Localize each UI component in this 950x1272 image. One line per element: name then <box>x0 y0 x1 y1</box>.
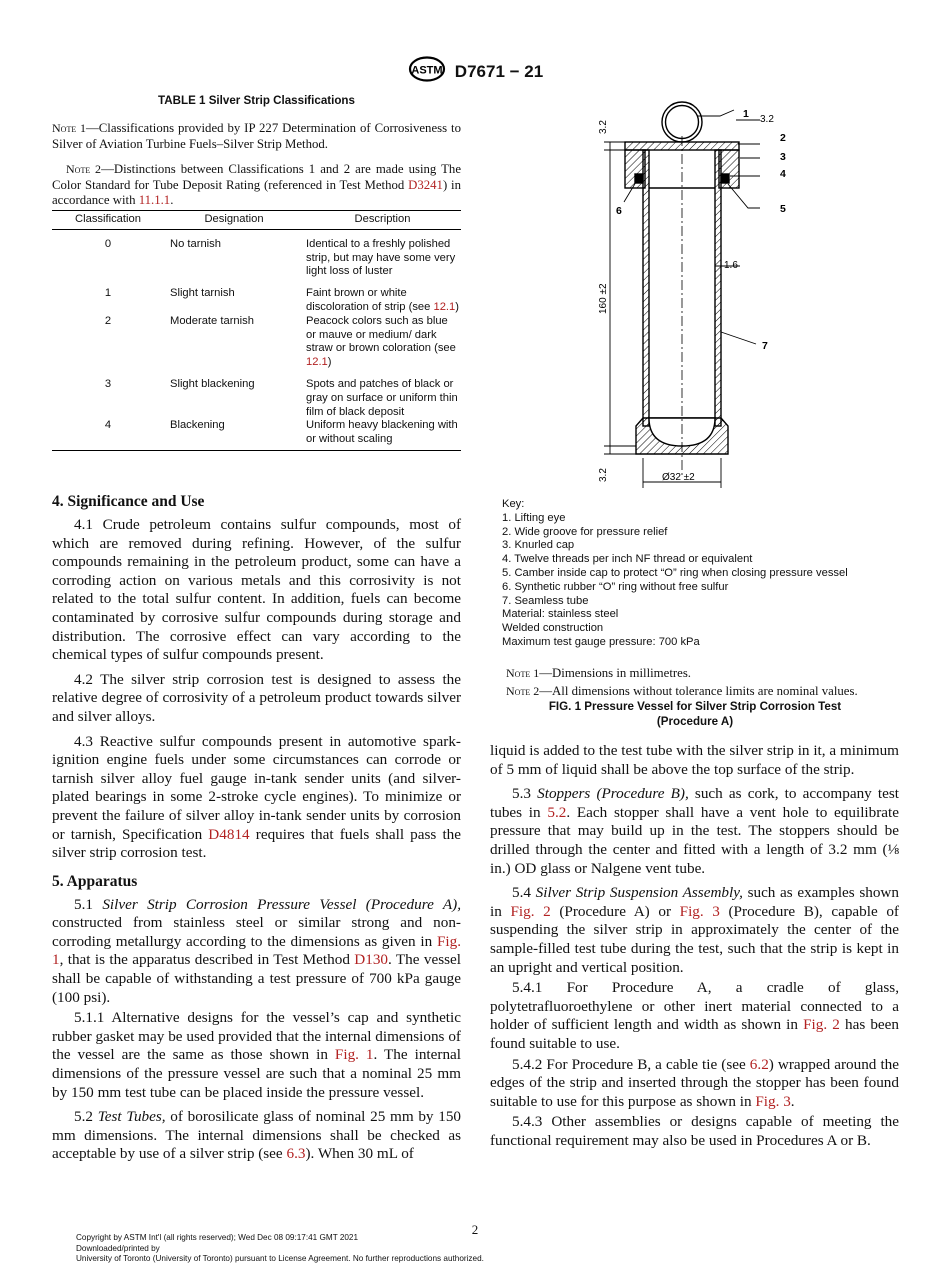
figure-key: Key: 1. Lifting eye 2. Wide groove for pressure relief 3. Knurled cap 4. Twelve threads per inch NF thread or equivalent 5. Camber inside cap to protect “O” ring when closing pressure vessel 6. Synthetic rubber “O” ring without free sulfur 7. Seamless tube Material: stainless steel Welded construction Maximum test gauge pressure: 700 kPa <box>502 498 922 650</box>
ref-11-1-1-link[interactable]: 11.1.1 <box>138 193 171 208</box>
left-column <box>52 493 461 1164</box>
col-header-designation: Designation <box>164 211 304 230</box>
dim-label: Ø32 ±2 <box>662 472 695 483</box>
list-item: Material: stainless steel <box>502 608 619 621</box>
dim-label: 160 ±2 <box>598 283 609 314</box>
pressure-vessel-figure <box>580 96 800 492</box>
figure-caption: FIG. 1 Pressure Vessel for Silver Strip Corrosion Test (Procedure A) <box>548 700 842 728</box>
callout-label: 5 <box>780 203 786 215</box>
paragraph-5-4-2: 5.4.2 For Procedure B, a cable tie (see 6.2) wrapped around the edges of the strip and inserted through the stopper has been found suitable to use for this purpose as shown in Fig. 3. <box>490 1055 900 1110</box>
callout-label: 4 <box>780 168 786 180</box>
ref-5-2-link[interactable]: 5.2 <box>547 803 567 821</box>
table-row: 4 Blackening Uniform heavy blackening with or without scaling <box>52 419 461 450</box>
page-number: 2 <box>471 1222 479 1237</box>
astm-logo <box>407 56 447 87</box>
copyright-footer: Copyright by ASTM Int'l (all rights reserved); Wed Dec 08 09:17:41 GMT 2021 Downloaded/printed by University of Toronto (University of Toronto) pursuant to License Agreement. No further reproductions authorized. <box>76 1233 484 1264</box>
callout-label: 2 <box>780 132 786 144</box>
ref-12-1-link[interactable]: 12.1 <box>433 300 456 313</box>
callout-label: 3 <box>780 151 786 163</box>
list-item: 1. Lifting eye <box>502 511 566 524</box>
ref-fig1-link[interactable]: Fig. 1 <box>334 1046 374 1064</box>
page-header <box>0 56 950 87</box>
ref-6-3-link[interactable]: 6.3 <box>286 1145 306 1163</box>
ref-fig3-link[interactable]: Fig. 3 <box>679 902 720 920</box>
section-5-heading: 5. Apparatus <box>52 872 138 890</box>
tube-wall-right <box>715 150 721 426</box>
figure-note-2: Note 2—All dimensions without tolerance limits are nominal values. <box>506 684 858 698</box>
classification-table <box>52 210 461 451</box>
table-row: 3 Slight blackening Spots and patches of black or gray on surface or uniform thin film of black deposit <box>104 377 458 418</box>
callout-label: 1 <box>743 108 749 120</box>
dim-label: 3.2 <box>598 120 609 134</box>
section-4-heading: 4. Significance and Use <box>52 493 205 510</box>
paragraph-4-2: 4.2 The silver strip corrosion test is designed to assess the relative degree of corrosivity of a petroleum product towards silver and silver alloys. <box>52 670 461 725</box>
table-row: 1 Slight tarnish Faint brown or white discoloration of strip (see 12.1) <box>104 287 459 313</box>
right-column <box>490 742 899 1150</box>
ref-fig1-link[interactable]: Fig. 1 <box>52 932 461 969</box>
list-item: Welded construction <box>502 622 604 635</box>
paragraph-5-4: 5.4 Silver Strip Suspension Assembly, such as examples shown in Fig. 2 (Procedure A) or Fig. 3 (Procedure B), capable of suspending the silver strip in approximately the center of the sample-filled test tube during the test, such that the strip is kept in an upright and vertical position. <box>490 884 899 976</box>
ref-6-2-link[interactable]: 6.2 <box>749 1055 769 1073</box>
paragraph-5-2: 5.2 Test Tubes, of borosilicate glass of nominal 25 mm by 150 mm dimensions. The internal dimensions shall be checked as acceptable by use of a silver strip (see 6.3). When 30 mL of <box>52 1108 462 1163</box>
table-row: 2 Moderate tarnish Peacock colors such as blue or mauve or medium/ dark straw or brown coloration (see 12.1) <box>104 314 456 369</box>
paragraph-5-4-1: 5.4.1 For Procedure A, a cradle of glass, polytetrafluoroethylene or other inert material connected to a holder of sufficient length and width as shown in Fig. 2 has been found suitable to use. <box>490 979 900 1052</box>
tube-wall-left <box>643 150 649 426</box>
paragraph-5-4-3: 5.4.3 Other assemblies or designs capable of meeting the functional requirement may also be used in Procedures A or B. <box>490 1113 899 1149</box>
list-item: 2. Wide groove for pressure relief <box>502 525 668 538</box>
document-designation: D7671 − 21 <box>454 61 544 81</box>
ref-fig3-link[interactable]: Fig. 3 <box>755 1092 791 1110</box>
table-caption: TABLE 1 Silver Strip Classifications <box>158 94 355 107</box>
list-item: 4. Twelve threads per inch NF thread or equivalent <box>502 553 753 566</box>
ref-fig2-link[interactable]: Fig. 2 <box>510 902 551 920</box>
paragraph-5-2-continued: liquid is added to the test tube with the silver strip in it, a minimum of 5 mm of liquid shall be above the top surface of the strip. <box>490 742 899 778</box>
list-item: Maximum test gauge pressure: 700 kPa <box>502 635 700 648</box>
dim-label: 3.2 <box>760 114 774 125</box>
ref-fig2-link[interactable]: Fig. 2 <box>803 1016 840 1034</box>
paragraph-5-3: 5.3 Stoppers (Procedure B), such as cork, to accompany test tubes in 5.2. Each stopper shall have a vent hole to equilibrate pressure that may build up in the test. The stoppers should be drilled through the center and fitted with a length of 3.2 mm (⅛ in.) OD glass or Nalgene vent tube. <box>490 785 899 877</box>
figure-note-1: Note 1—Dimensions in millimetres. <box>506 666 691 680</box>
ref-12-1-link[interactable]: 12.1 <box>306 356 328 369</box>
callout-label: 6 <box>616 205 622 217</box>
ref-d130-link[interactable]: D130 <box>354 951 389 969</box>
callout-label: 7 <box>762 340 768 352</box>
svg-text:ASTM: ASTM <box>411 64 443 77</box>
table-note-2: Note 2—Distinctions between Classifications 1 and 2 are made using The Color Standard for Tube Deposit Rating (referenced in Test Method D3241) in accordance with 11.1.1. <box>52 162 462 208</box>
dim-label: 1.6 <box>724 260 738 271</box>
table-note-1: Note 1—Classifications provided by IP 227 Determination of Corrosiveness to Silver of Aviation Turbine Fuels–Silver Strip Method. <box>52 121 461 151</box>
ref-d3241-link[interactable]: D3241 <box>408 177 443 192</box>
paragraph-4-3: 4.3 Reactive sulfur compounds present in automotive spark-ignition engine fuels under some circumstances can corrode or tarnish silver alloy fuel gauge in-tank sender units (and silver-plated bearings in some 2-stroke cycle engines). To minimize or prevent the failure of silver alloy in-tank sender units by corrosion or tarnish, Specification D4814 requires that fuels shall pass the silver strip corrosion test. <box>52 732 461 862</box>
paragraph-5-1-1: 5.1.1 Alternative designs for the vessel’s cap and synthetic rubber gasket may be used provided that the internal dimensions of the vessel are the same as those shown in Fig. 1. The internal dimensions of the pressure vessel are such that a nominal 25 mm by 150 mm test tube can be placed inside the pressure vessel. <box>52 1009 461 1101</box>
list-item: 5. Camber inside cap to protect “O” ring when closing pressure vessel <box>502 566 848 579</box>
list-item: 3. Knurled cap <box>502 539 575 552</box>
dim-label: 3.2 <box>598 468 609 482</box>
col-header-description: Description <box>304 211 461 230</box>
col-header-classification: Classification <box>52 211 164 230</box>
ref-d4814-link[interactable]: D4814 <box>208 825 250 843</box>
list-item: 7. Seamless tube <box>502 594 589 607</box>
list-item: 6. Synthetic rubber “O” ring without free sulfur <box>502 580 729 593</box>
paragraph-4-1: 4.1 Crude petroleum contains sulfur compounds, most of which are removed during refining. However, of the sulfur compounds remaining in the petroleum product, some can have a corroding action on various metals and this corrosivity is not related to the total sulfur content. In addition, fuels can become contaminated by corrosive sulfur compounds during storage and distribution. The corrosive effect can vary according to the chemical types of sulfur compounds present. <box>52 516 461 664</box>
table-row: 0 No tarnish Identical to a freshly polished strip, but may have some very light loss of luster <box>104 237 456 278</box>
paragraph-5-1: 5.1 Silver Strip Corrosion Pressure Vessel (Procedure A), constructed from stainless steel or similar strong and non-corroding metallurgy according to the dimensions as given in Fig. 1, that is the apparatus described in Test Method D130. The vessel shall be capable of withstanding a test pressure of 700 kPa gauge (100 psi). <box>52 895 461 1006</box>
